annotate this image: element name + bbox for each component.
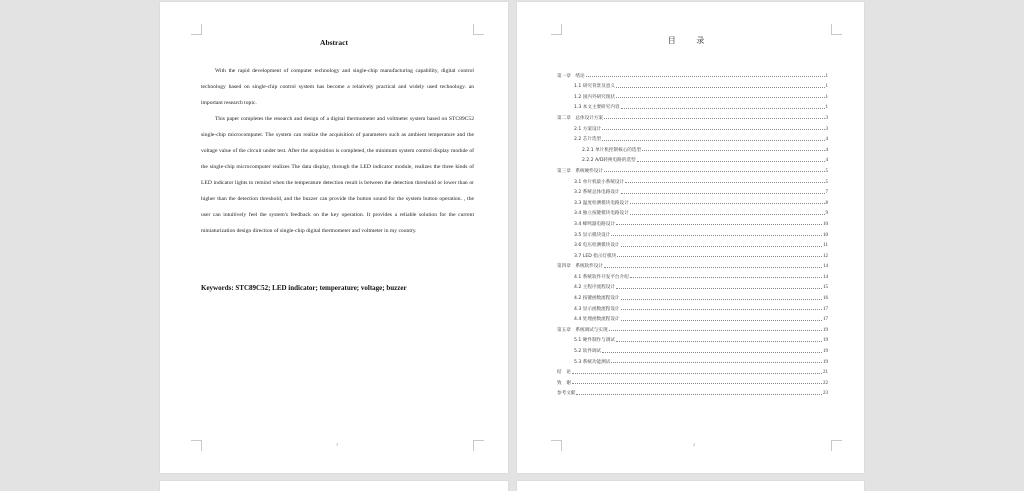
toc-leader-dots: [616, 288, 822, 289]
toc-entry-label: 第二章 总体设计方案: [557, 115, 603, 121]
toc-entry-label: 结 论: [557, 370, 571, 376]
toc-leader-dots: [586, 76, 825, 77]
toc-entry-page: 19: [823, 359, 828, 365]
margin-corner-mark: [551, 24, 562, 35]
toc-entry[interactable]: [557, 259, 828, 270]
toc-leader-dots: [604, 171, 825, 172]
toc-entry-page: 4: [825, 137, 828, 143]
abstract-paragraph: This paper completes the research and design of a digital thermometer and voltmeter system based on STC89C52 single-chip microcomputer. The system can realize the acquisition of parameters such as ambient temperature and the voltage value of the circuit under test. After the acquisition is completed, the minimum system control display module of the single-chip microcomputer realizes The data display, through the LED indicator module, realizes the three kinds of LED indicator lights to remind when the temperature detection result is between the detection threshold or lower than or higher than the detection threshold, and the buzzer can provide the button sound for the system button operation. , the user can intuitively feel the system's feedback on the key operation. It provides a reliable solution for the current miniaturization design direction of single-chip digital thermometer and voltmeter in my country.: [201, 116, 474, 234]
toc-entry-page: 23: [823, 391, 828, 397]
toc-leader-dots: [630, 277, 822, 278]
toc-entry-page: 22: [823, 380, 828, 386]
toc-entry[interactable]: [557, 174, 828, 185]
toc-entry-label: 1.1 研究背景及意义: [574, 84, 615, 90]
margin-corner-mark: [191, 440, 202, 451]
toc-entry-label: 1.3 本文主要研究内容: [574, 105, 620, 111]
toc-entry-page: 1: [825, 105, 828, 111]
toc-entry-label: 第五章 系统调试与实现: [557, 327, 608, 333]
toc-leader-dots: [630, 203, 825, 204]
toc-entry-label: 5.2 软件调试: [574, 349, 602, 355]
toc-entry-page: 7: [825, 190, 828, 196]
toc-entry[interactable]: [557, 248, 828, 259]
margin-corner-mark: [551, 440, 562, 451]
toc-entry-label: 第四章 系统软件设计: [557, 264, 603, 270]
toc-entry-label: 4.4 处理函数流程设计: [574, 317, 620, 323]
toc-entry[interactable]: [557, 206, 828, 217]
toc-entry-page: 12: [823, 253, 828, 259]
toc-entry-page: 1: [825, 94, 828, 100]
toc-entry-page: 14: [823, 274, 828, 280]
toc-entry-label: 2.2.1 单片机控制核心的选型: [582, 147, 642, 153]
toc-entry[interactable]: [557, 354, 828, 365]
toc-entry-label: 2.2 芯片选型: [574, 137, 602, 143]
toc-entry-label: 5.1 硬件制作与调试: [574, 338, 615, 344]
toc-entry-page: 17: [823, 306, 828, 312]
toc-entry[interactable]: [557, 312, 828, 323]
toc-entry-label: 4.3 显示函数流程设计: [574, 306, 620, 312]
toc-entry[interactable]: [557, 322, 828, 333]
toc-entry-page: 8: [825, 200, 828, 206]
toc-entry-page: 1: [825, 84, 828, 90]
toc-entry-label: 第一章 绪论: [557, 73, 585, 79]
table-of-contents: [557, 68, 828, 396]
abstract-body: [201, 63, 474, 239]
margin-corner-mark: [831, 440, 842, 451]
page-number: 4: [693, 442, 695, 447]
toc-entry-page: 4: [825, 158, 828, 164]
toc-leader-dots: [616, 97, 825, 98]
toc-entry-label: 3.4 蜂鸣器电路设计: [574, 221, 615, 227]
toc-entry[interactable]: [557, 343, 828, 354]
toc-entry[interactable]: [557, 100, 828, 111]
margin-corner-mark: [473, 24, 484, 35]
keywords-line: Keywords: STC89C52; LED indicator; temperature; voltage; buzzer: [201, 284, 407, 292]
toc-entry[interactable]: [557, 290, 828, 301]
toc-leader-dots: [611, 235, 822, 236]
toc-entry-page: 3: [825, 126, 828, 132]
toc-leader-dots: [609, 330, 822, 331]
toc-entry-label: 参考文献: [557, 391, 576, 397]
abstract-paragraph: With the rapid development of computer technology and single-chip manufacturing capability, digital control technology based on single-chip control system has become a relatively practical and widely used technology. an important research topic.: [201, 68, 474, 106]
toc-leader-dots: [602, 140, 824, 141]
toc-entry-label: 2.1 方案设计: [574, 126, 602, 132]
toc-leader-dots: [616, 87, 825, 88]
toc-entry-page: 11: [823, 243, 828, 249]
toc-entry[interactable]: [557, 269, 828, 280]
toc-leader-dots: [572, 373, 822, 374]
toc-entry-label: 4.2 主程序流程设计: [574, 285, 615, 291]
toc-entry-page: 17: [823, 317, 828, 323]
toc-leader-dots: [621, 320, 822, 321]
abstract-heading: Abstract: [320, 38, 348, 47]
toc-entry-label: 3.5 显示模块设计: [574, 232, 611, 238]
toc-entry[interactable]: [557, 142, 828, 153]
toc-entry-label: 4.2 按键函数流程设计: [574, 296, 620, 302]
toc-entry-label: 致 谢: [557, 380, 571, 386]
toc-entry-page: 19: [823, 338, 828, 344]
toc-entry-label: 4.1 系统软件开发平台介绍: [574, 274, 629, 280]
margin-corner-mark: [831, 24, 842, 35]
toc-leader-dots: [630, 214, 825, 215]
toc-heading: 目 录: [667, 36, 714, 45]
toc-leader-dots: [617, 256, 822, 257]
toc-entry[interactable]: [557, 375, 828, 386]
toc-entry-page: 3: [825, 115, 828, 121]
toc-entry[interactable]: [557, 79, 828, 90]
toc-entry-page: 5: [825, 168, 828, 174]
toc-entry[interactable]: [557, 68, 828, 79]
toc-leader-dots: [621, 108, 825, 109]
toc-entry-page: 21: [823, 370, 828, 376]
toc-leader-dots: [604, 267, 822, 268]
margin-corner-mark: [191, 24, 202, 35]
toc-entry-label: 3.6 电压检测模块设计: [574, 243, 620, 249]
page-number: 3: [336, 442, 338, 447]
toc-entry[interactable]: [557, 153, 828, 164]
toc-entry[interactable]: [557, 386, 828, 397]
toc-entry-label: 第三章 系统硬件设计: [557, 168, 603, 174]
toc-entry-page: 16: [823, 296, 828, 302]
toc-entry[interactable]: [557, 89, 828, 100]
toc-entry-page: 5: [825, 179, 828, 185]
toc-entry-page: 19: [823, 327, 828, 333]
toc-leader-dots: [621, 246, 823, 247]
document-page-toc[interactable]: [517, 2, 864, 473]
toc-entry[interactable]: [557, 227, 828, 238]
toc-leader-dots: [576, 394, 822, 395]
toc-entry-label: 3.3 温度检测模块电路设计: [574, 200, 629, 206]
toc-entry-label: 1.2 国内外研究现状: [574, 94, 615, 100]
toc-entry[interactable]: [557, 301, 828, 312]
toc-entry[interactable]: [557, 238, 828, 249]
toc-leader-dots: [616, 224, 822, 225]
toc-leader-dots: [611, 362, 822, 363]
toc-entry-label: 5.3 系统功能测试: [574, 359, 611, 365]
toc-entry[interactable]: [557, 195, 828, 206]
toc-entry-page: 10: [823, 221, 828, 227]
toc-entry[interactable]: [557, 121, 828, 132]
toc-leader-dots: [602, 129, 824, 130]
toc-leader-dots: [621, 193, 825, 194]
toc-entry[interactable]: [557, 132, 828, 143]
toc-leader-dots: [642, 150, 824, 151]
toc-entry-page: 1: [825, 73, 828, 79]
toc-entry[interactable]: [557, 185, 828, 196]
toc-leader-dots: [637, 161, 825, 162]
toc-entry-page: 15: [823, 285, 828, 291]
toc-entry[interactable]: [557, 216, 828, 227]
toc-entry-label: 3.7 LED 指示灯模块: [574, 253, 617, 259]
toc-entry[interactable]: [557, 163, 828, 174]
toc-entry[interactable]: [557, 110, 828, 121]
toc-entry-label: 3.4 独立按键模块电路设计: [574, 211, 629, 217]
toc-leader-dots: [602, 352, 822, 353]
toc-entry-label: 3.2 系统总体电路设计: [574, 190, 620, 196]
toc-entry[interactable]: [557, 280, 828, 291]
toc-entry-page: 10: [823, 232, 828, 238]
toc-leader-dots: [625, 182, 824, 183]
toc-leader-dots: [616, 341, 822, 342]
toc-entry-label: 2.2.2 A/D转换电路的选型: [582, 158, 636, 164]
margin-corner-mark: [473, 440, 484, 451]
toc-entry[interactable]: [557, 333, 828, 344]
toc-leader-dots: [621, 299, 822, 300]
toc-leader-dots: [572, 383, 822, 384]
toc-entry[interactable]: [557, 365, 828, 376]
toc-entry-page: 4: [825, 147, 828, 153]
toc-entry-label: 3.1 单片机最小系统设计: [574, 179, 625, 185]
toc-leader-dots: [604, 118, 825, 119]
toc-entry-page: 19: [823, 349, 828, 355]
toc-entry-page: 14: [823, 264, 828, 270]
toc-leader-dots: [621, 309, 822, 310]
document-page-abstract[interactable]: [160, 2, 508, 473]
toc-entry-page: 9: [825, 211, 828, 217]
